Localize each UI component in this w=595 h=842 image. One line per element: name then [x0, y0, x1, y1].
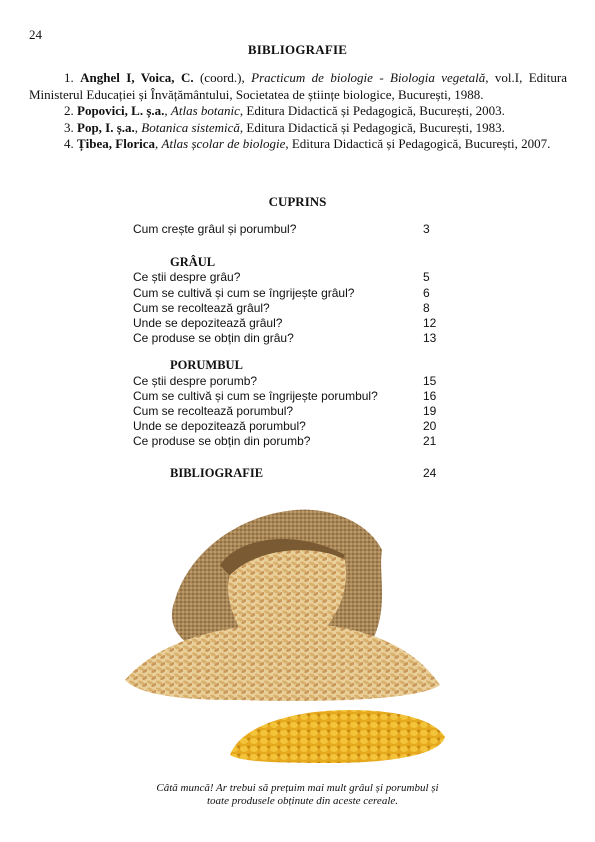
toc-entry-label: Cum crește grâul și porumbul? — [133, 222, 297, 236]
toc-section-heading: PORUMBUL — [170, 358, 243, 373]
entry-publisher: , Editura Didactică și Pedagogică, București, 1983. — [239, 119, 505, 135]
toc-entry-label: Unde se depozitează porumbul? — [133, 419, 306, 434]
entry-title: Practicum de biologie - Biologia vegetală — [251, 70, 486, 85]
toc-entry[interactable] — [133, 270, 453, 285]
toc-entry-page: 5 — [423, 270, 430, 285]
entry-separator: (coord.), — [193, 70, 252, 85]
entry-number: 1. — [64, 70, 74, 85]
table-of-contents — [133, 222, 453, 482]
toc-entry[interactable] — [133, 301, 453, 316]
entry-separator: , — [155, 136, 162, 151]
entry-separator: , — [134, 119, 142, 135]
toc-entry[interactable] — [133, 286, 453, 301]
bibliography-list — [29, 70, 567, 153]
toc-entry-label: BIBLIOGRAFIE — [170, 466, 264, 481]
caption-line: Câtă muncă! Ar trebui să prețuim mai mult grâul și porumbul și — [156, 782, 439, 794]
bibliography-title: BIBLIOGRAFIE — [247, 42, 348, 57]
toc-entry-label: Ce știi despre grâu? — [133, 270, 241, 285]
entry-publisher: , Editura Didactică și Pedagogică, București, 2007. — [285, 136, 551, 151]
toc-entry-page: 20 — [423, 419, 437, 434]
entry-authors: Țibea, Florica — [77, 136, 155, 151]
toc-entry-label: Cum se cultivă și cum se îngrijește porumbul? — [133, 388, 378, 403]
entry-title: Atlas școlar de biologie — [161, 136, 286, 151]
entry-number: 3. — [64, 119, 74, 135]
toc-section-heading: GRÂUL — [170, 255, 216, 270]
entry-publisher: , vol.I, Editura Ministerul Educației și Învățământului, Societatea de științe biologice, București, 1988. — [29, 70, 567, 102]
toc-title: CUPRINS — [268, 194, 327, 209]
toc-entry-page: 16 — [423, 388, 437, 403]
toc-entry[interactable] — [133, 434, 453, 449]
entry-authors: Anghel I, Voica, C. — [80, 70, 194, 85]
toc-entry-page: 6 — [423, 285, 430, 300]
toc-entry-label: Ce știi despre porumb? — [133, 373, 258, 388]
bibliography-entry — [29, 70, 567, 103]
entry-title: Atlas botanic — [170, 103, 240, 118]
toc-entry[interactable] — [133, 316, 453, 331]
toc-entry[interactable] — [133, 389, 453, 404]
toc-entry-label: Ce produse se obțin din porumb? — [133, 434, 311, 449]
toc-entry[interactable] — [133, 404, 453, 419]
grain-photo — [120, 505, 460, 775]
bibliography-entry — [29, 120, 567, 137]
entry-number: 4. — [64, 136, 74, 151]
toc-entry[interactable] — [133, 419, 453, 434]
entry-publisher: , Editura Didactică și Pedagogică, București, 2003. — [239, 103, 505, 118]
photo-caption — [0, 782, 595, 808]
toc-entry-page: 21 — [423, 434, 437, 449]
toc-entry[interactable] — [133, 222, 453, 237]
toc-entry-page: 8 — [423, 300, 430, 315]
entry-authors: Pop, I. ș.a. — [77, 119, 135, 135]
toc-entry-page: 24 — [423, 466, 437, 481]
toc-entry-page: 3 — [423, 222, 430, 236]
toc-entry-page: 13 — [423, 331, 437, 346]
bibliography-entry — [29, 136, 567, 153]
toc-entry-label: Cum se recoltează porumbul? — [133, 403, 294, 418]
toc-entry-label: Cum se cultivă și cum se îngrijește grâul? — [133, 285, 355, 300]
toc-entry-page: 15 — [423, 373, 437, 388]
toc-entry-page: 12 — [423, 315, 437, 330]
toc-entry[interactable] — [133, 331, 453, 346]
entry-separator: , — [164, 103, 171, 118]
toc-entry-bibliography[interactable] — [133, 466, 453, 481]
toc-entry-label: Ce produse se obțin din grâu? — [133, 331, 294, 346]
entry-title: Botanica sistemică — [141, 119, 240, 135]
entry-number: 2. — [64, 103, 74, 118]
toc-entry[interactable] — [133, 374, 453, 389]
toc-entry-label: Cum se recoltează grâul? — [133, 300, 270, 315]
bibliography-entry — [29, 103, 567, 120]
page-number: 24 — [29, 27, 42, 42]
toc-entry-page: 19 — [423, 403, 437, 418]
toc-entry-label: Unde se depozitează grâul? — [133, 315, 283, 330]
caption-line: toate produsele obținute din aceste cereale. — [206, 795, 399, 807]
entry-authors: Popovici, L. ș.a. — [77, 103, 165, 118]
